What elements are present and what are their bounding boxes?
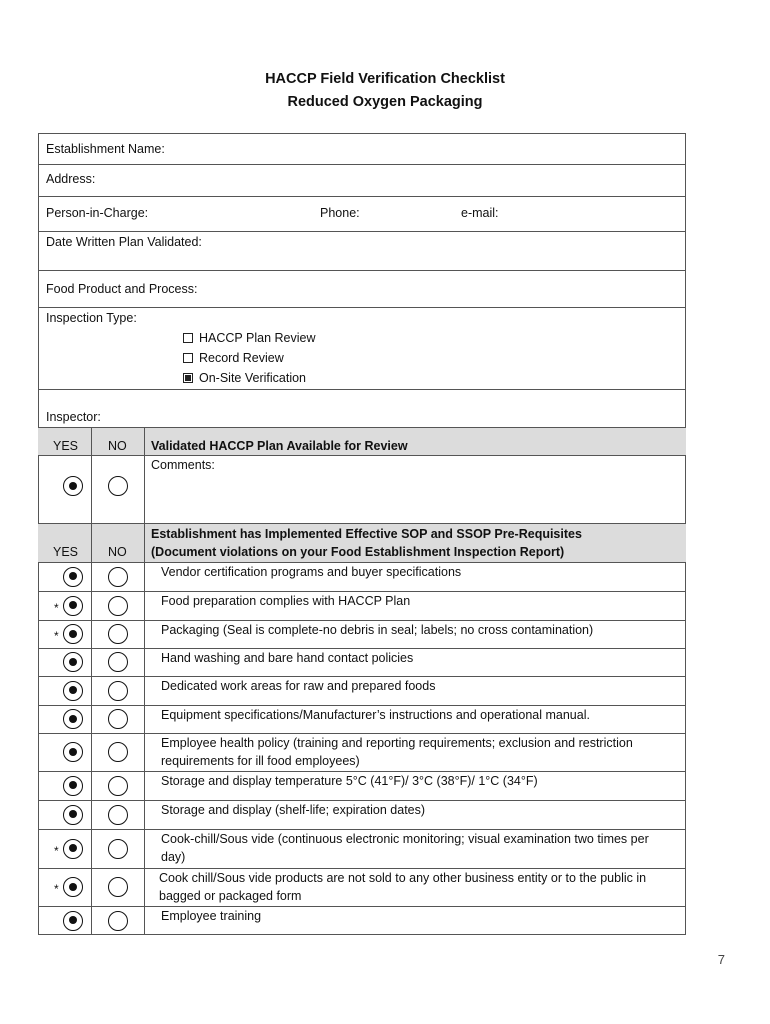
checklist-item-text: Vendor certification programs and buyer specifications <box>161 565 462 579</box>
section1-heading: Validated HACCP Plan Available for Review <box>151 439 408 453</box>
checklist-item-text: Dedicated work areas for raw and prepared foods <box>161 679 436 693</box>
no-radio[interactable] <box>108 742 128 762</box>
no-radio[interactable] <box>108 567 128 587</box>
checklist-item-text: Storage and display (shelf-life; expiration dates) <box>161 803 426 817</box>
yes-radio[interactable] <box>63 911 83 931</box>
yes-radio[interactable] <box>63 776 83 796</box>
page-number: 7 <box>717 952 725 967</box>
divider <box>38 164 686 165</box>
yes-radio[interactable] <box>63 652 83 672</box>
date-validated-label: Date Written Plan Validated: <box>46 235 202 249</box>
establishment-name-label: Establishment Name: <box>46 142 165 156</box>
option-label: Record Review <box>199 351 284 365</box>
column-divider <box>91 427 92 523</box>
section2-heading-line1: Establishment has Implemented Effective SOP and SSOP Pre-Requisites <box>151 527 582 541</box>
section1-no-radio[interactable] <box>108 476 128 496</box>
checklist-item-text: Employee training <box>161 909 262 923</box>
section1-yes-radio[interactable] <box>63 476 83 496</box>
no-radio[interactable] <box>108 776 128 796</box>
column-divider <box>144 523 145 935</box>
divider <box>38 389 686 390</box>
divider <box>38 231 686 232</box>
yes-radio[interactable] <box>63 877 83 897</box>
section2-yes-header: YES <box>53 545 79 559</box>
divider <box>38 270 686 271</box>
option-on-site-verification[interactable] <box>183 371 306 385</box>
yes-radio[interactable] <box>63 567 83 587</box>
checklist-item-text: Hand washing and bare hand contact policies <box>161 651 414 665</box>
option-record-review[interactable] <box>183 351 284 365</box>
person-in-charge-label: Person-in-Charge: <box>46 206 149 220</box>
address-label: Address: <box>46 172 96 186</box>
no-radio[interactable] <box>108 839 128 859</box>
no-radio[interactable] <box>108 652 128 672</box>
checklist-item-text: Storage and display temperature 5°C (41°F)/ 3°C (38°F)/ 1°C (34°F) <box>161 774 538 788</box>
critical-marker: * <box>54 843 59 858</box>
no-radio[interactable] <box>108 624 128 644</box>
title-line-2: Reduced Oxygen Packaging <box>287 94 483 110</box>
critical-marker: * <box>54 629 59 643</box>
section1-yes-header: YES <box>53 439 79 453</box>
no-radio[interactable] <box>108 877 128 897</box>
yes-radio[interactable] <box>63 742 83 762</box>
column-divider <box>91 523 92 935</box>
checkbox-icon[interactable] <box>183 353 193 363</box>
section1-no-header: NO <box>108 439 127 453</box>
section2-heading-line2: (Document violations on your Food Establishment Inspection Report) <box>151 545 565 559</box>
yes-radio[interactable] <box>63 839 83 859</box>
divider <box>38 196 686 197</box>
section2-no-header: NO <box>108 545 127 559</box>
yes-radio[interactable] <box>63 624 83 644</box>
checklist-item-text: Cook-chill/Sous vide (continuous electronic monitoring; visual examination two times per day) <box>161 832 649 864</box>
divider <box>38 307 686 308</box>
document-title <box>0 68 770 114</box>
no-radio[interactable] <box>108 596 128 616</box>
food-product-label: Food Product and Process: <box>46 282 198 296</box>
checklist-item-text: Packaging (Seal is complete-no debris in seal; labels; no cross contamination) <box>161 623 594 637</box>
yes-radio[interactable] <box>63 805 83 825</box>
checklist-item-text: Food preparation complies with HACCP Plan <box>161 594 411 608</box>
checkbox-icon[interactable] <box>183 333 193 343</box>
no-radio[interactable] <box>108 681 128 701</box>
no-radio[interactable] <box>108 709 128 729</box>
option-haccp-plan-review[interactable] <box>183 331 315 345</box>
checklist-item-text: Employee health policy (training and reporting requirements; exclusion and restriction requirements for ill food employees) <box>161 736 633 768</box>
checklist-item-text: Cook chill/Sous vide products are not sold to any other business entity or to the public in bagged or packaged form <box>159 871 647 903</box>
option-label: HACCP Plan Review <box>199 331 316 345</box>
yes-radio[interactable] <box>63 681 83 701</box>
critical-marker: * <box>54 882 59 896</box>
option-label: On-Site Verification <box>199 371 306 385</box>
checklist-item-text: Equipment specifications/Manufacturer’s instructions and operational manual. <box>161 708 590 722</box>
no-radio[interactable] <box>108 911 128 931</box>
yes-radio[interactable] <box>63 596 83 616</box>
critical-marker: * <box>54 600 59 615</box>
phone-label: Phone: <box>320 206 360 220</box>
column-divider <box>144 427 145 523</box>
comments-label: Comments: <box>151 458 215 472</box>
checkbox-icon[interactable] <box>183 373 193 383</box>
inspection-type-label: Inspection Type: <box>46 311 137 325</box>
title-line-1: HACCP Field Verification Checklist <box>265 71 505 87</box>
inspector-label: Inspector: <box>46 410 101 424</box>
yes-radio[interactable] <box>63 709 83 729</box>
divider <box>38 455 686 456</box>
email-label: e-mail: <box>461 206 499 220</box>
no-radio[interactable] <box>108 805 128 825</box>
